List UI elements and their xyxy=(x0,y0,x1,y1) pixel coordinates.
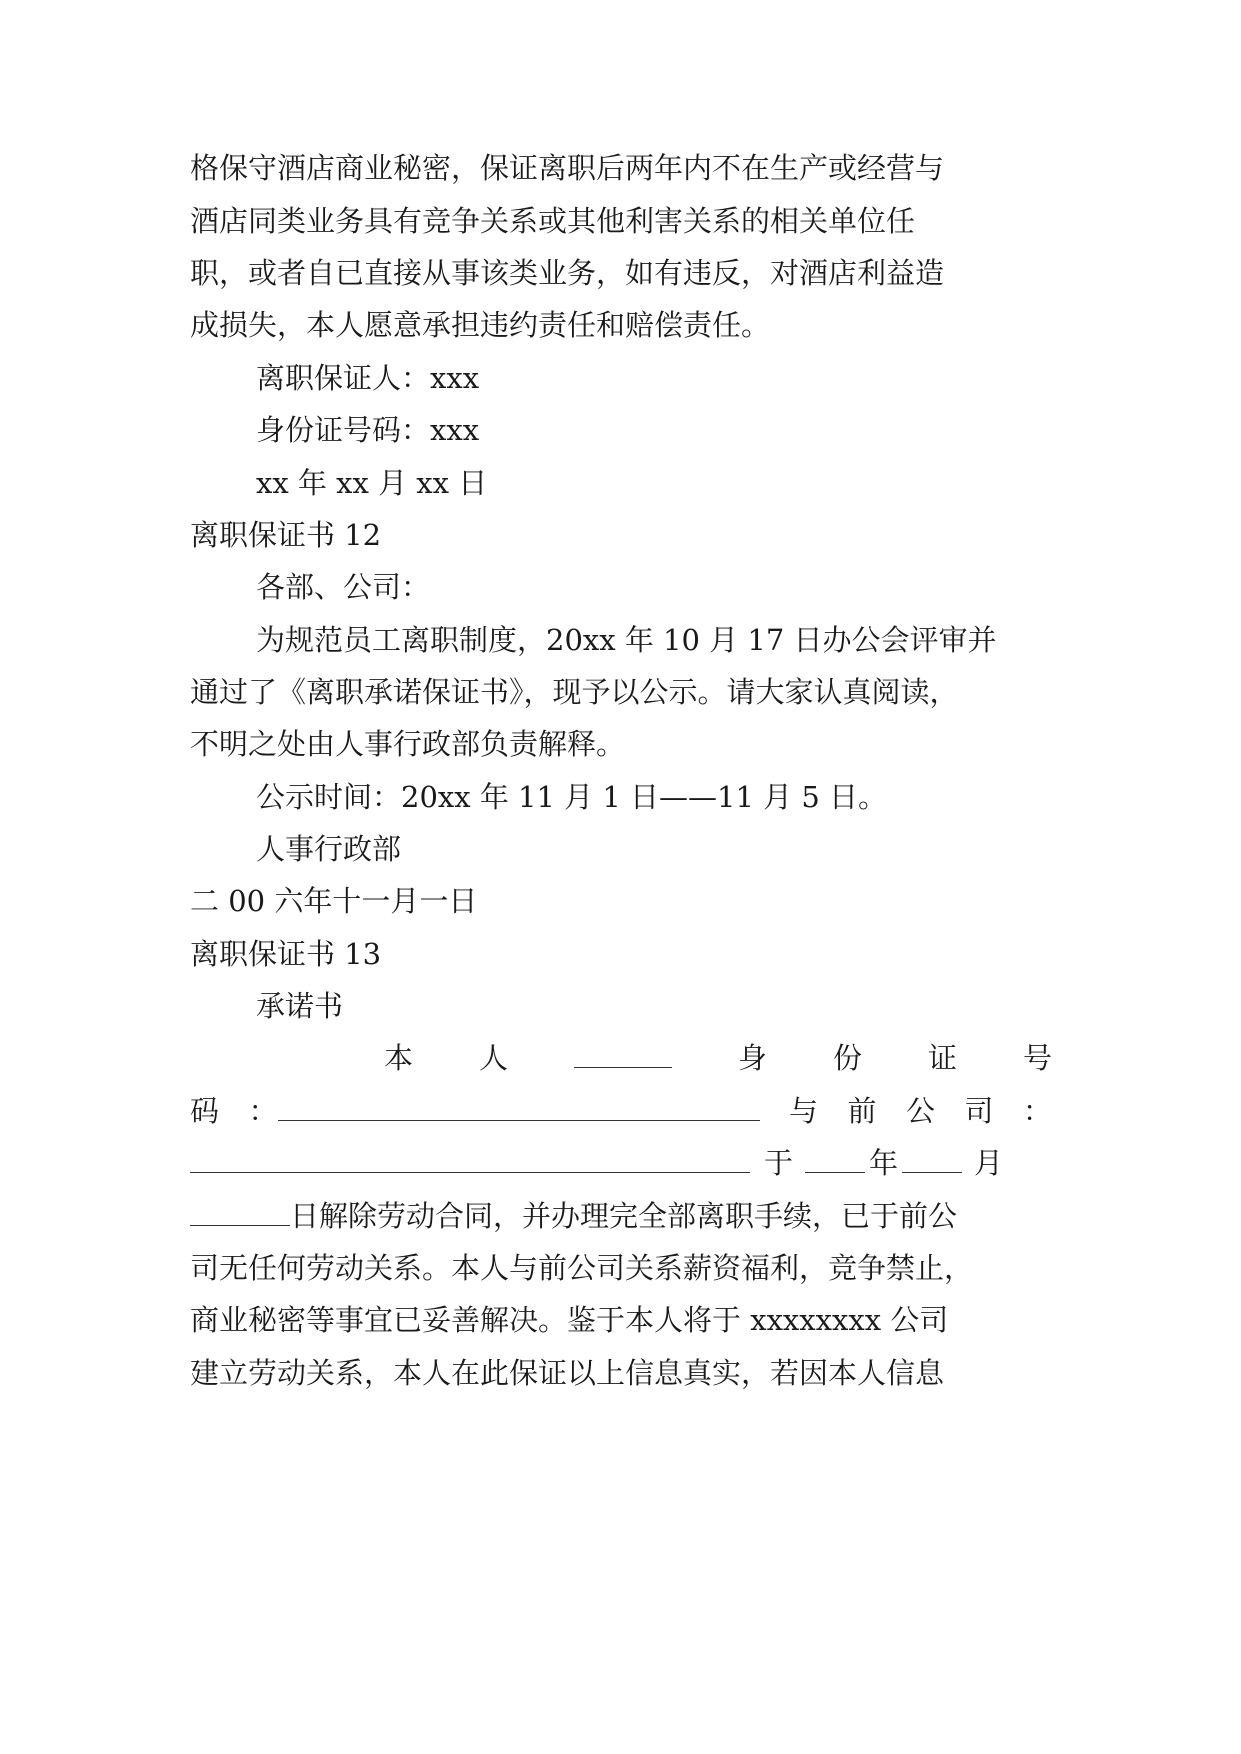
date-line: xx 年 xx 月 xx 日 xyxy=(256,466,488,500)
day-blank xyxy=(190,1197,290,1226)
year-blank xyxy=(805,1144,865,1173)
publicity-period: 公示时间：20xx 年 11 月 1 日——11 月 5 日。 xyxy=(256,780,888,814)
form-row-name-id xyxy=(384,1038,1052,1078)
form-char: 于 xyxy=(764,1146,794,1180)
section-title: 离职保证书 13 xyxy=(190,937,382,971)
form-row-date xyxy=(190,1143,1052,1183)
text-line: 商业秘密等事宜已妥善解决。鉴于本人将于 xxxxxxxx 公司 xyxy=(190,1303,949,1337)
text-line: 格保守酒店商业秘密，保证离职后两年内不在生产或经营与 xyxy=(190,151,945,185)
form-char: 码 xyxy=(190,1094,220,1128)
form-char: 号 xyxy=(1022,1041,1052,1075)
pledge-title: 承诺书 xyxy=(256,989,344,1023)
signature-date: 二 00 六年十一月一日 xyxy=(190,884,478,918)
form-char: 月 xyxy=(974,1146,1004,1180)
form-char: 身 xyxy=(737,1041,767,1075)
salutation: 各部、公司： xyxy=(256,570,431,604)
text-line: 通过了《离职承诺保证书》，现予以公示。请大家认真阅读， xyxy=(190,675,959,709)
former-company-blank xyxy=(190,1144,750,1173)
form-char: 司 xyxy=(964,1094,994,1128)
form-char: 份 xyxy=(832,1041,862,1075)
department-signature: 人事行政部 xyxy=(256,832,402,866)
text-line: 司无任何劳动关系。本人与前公司关系薪资福利，竞争禁止， xyxy=(190,1251,974,1285)
id-number-blank xyxy=(278,1092,760,1121)
id-number-line: 身份证号码：xxx xyxy=(256,413,480,447)
month-blank xyxy=(902,1144,962,1173)
text-line: 为规范员工离职制度，20xx 年 10 月 17 日办公会评审并 xyxy=(256,623,997,657)
text-line: 酒店同类业务具有竞争关系或其他利害关系的相关单位任 xyxy=(190,204,916,238)
text-line: 日解除劳动合同，并办理完全部离职手续，已于前公 xyxy=(290,1199,958,1233)
name-blank xyxy=(574,1039,672,1068)
form-char: 证 xyxy=(927,1041,957,1075)
text-line: 建立劳动关系，本人在此保证以上信息真实，若因本人信息 xyxy=(190,1356,945,1390)
section-title: 离职保证书 12 xyxy=(190,518,382,552)
form-char: 人 xyxy=(479,1041,509,1075)
form-char: 公 xyxy=(905,1094,935,1128)
text-line: 不明之处由人事行政部负责解释。 xyxy=(190,727,626,761)
form-row-day xyxy=(190,1196,1050,1236)
form-char: ： xyxy=(1022,1094,1052,1128)
text-line: 成损失，本人愿意承担违约责任和赔偿责任。 xyxy=(190,308,771,342)
form-char: ： xyxy=(248,1094,278,1128)
form-row-id-company xyxy=(190,1091,1052,1131)
form-char: 本 xyxy=(384,1041,414,1075)
form-char: 年 xyxy=(869,1146,899,1180)
form-char: 前 xyxy=(847,1094,877,1128)
guarantor-line: 离职保证人：xxx xyxy=(256,361,480,395)
form-char: 与 xyxy=(788,1094,818,1128)
text-line: 职，或者自已直接从事该类业务，如有违反，对酒店利益造 xyxy=(190,256,945,290)
